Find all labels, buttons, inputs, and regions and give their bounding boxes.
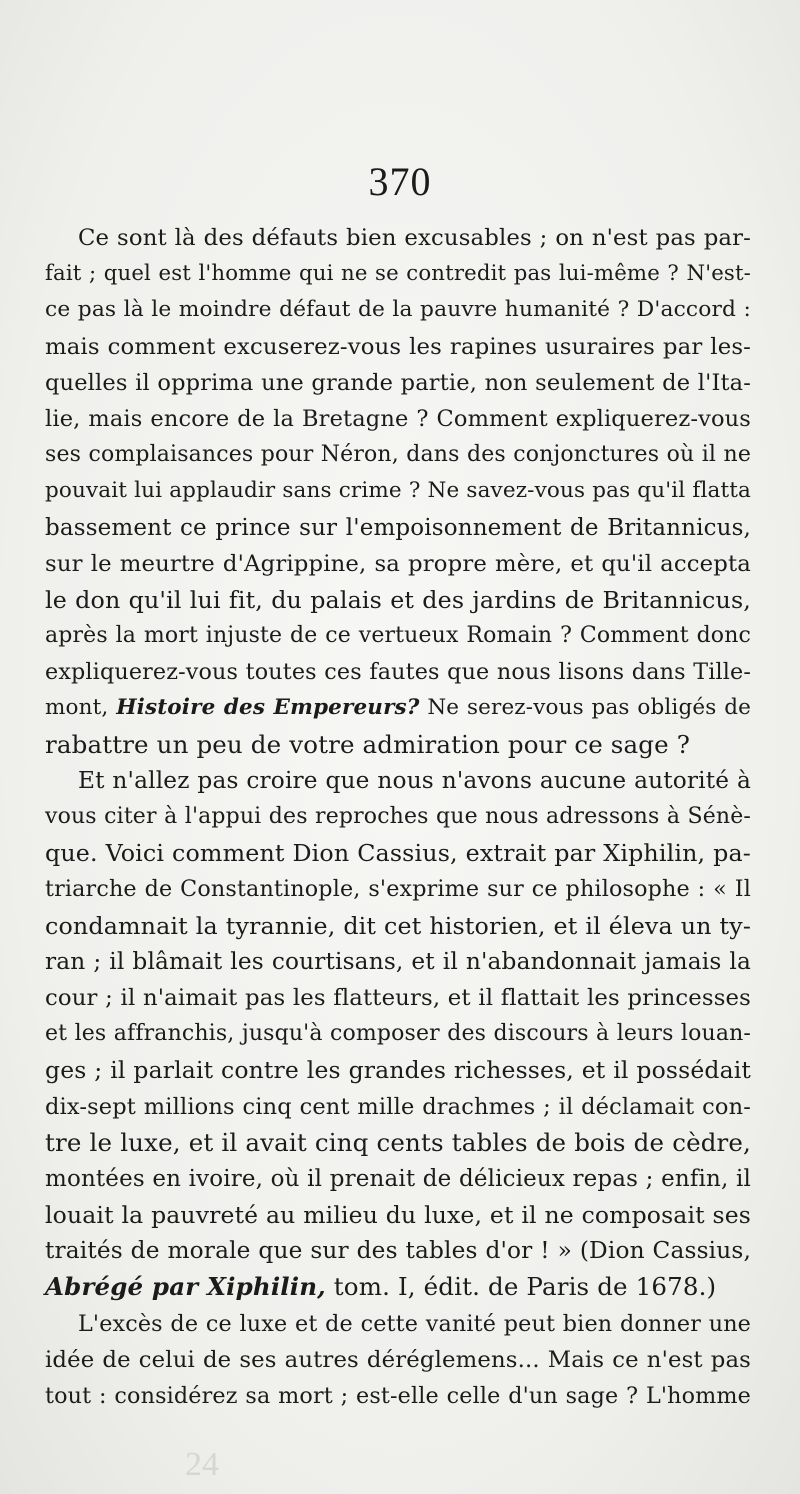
body-text: [45, 220, 751, 1414]
text-line: cour ; il n'aimait pas les flatteurs, et il flattait les princesses: [45, 984, 751, 1011]
text-line: que. Voici comment Dion Cassius, extrait par Xiphilin, pa-: [45, 839, 751, 868]
text-run: Ne serez-vous pas obligés de: [419, 695, 751, 721]
text-line: tre le luxe, et il avait cinq cents tables de bois de cèdre,: [45, 1127, 751, 1157]
text-line: triarche de Constantinople, s'exprime sur ce philosophe : « Il: [45, 876, 751, 903]
text-line: lie, mais encore de la Bretagne ? Comment expliquerez-vous: [45, 405, 751, 432]
citation-line: [45, 1269, 751, 1305]
book-title: Histoire des Empereurs?: [116, 695, 420, 721]
text-line: idée de celui de ses autres déréglemens... Mais ce n'est pas: [45, 1346, 751, 1373]
citation-details: tom. I, édit. de Paris de 1678.): [325, 1272, 717, 1302]
text-line: le don qu'il lui fit, du palais et des jardins de Britannicus,: [45, 585, 751, 614]
text-line: pouvait lui applaudir sans crime ? Ne savez-vous pas qu'il flatta: [45, 478, 751, 504]
text-line: louait la pauvreté au milieu du luxe, et il ne composait ses: [45, 1201, 751, 1230]
text-line: ges ; il parlait contre les grandes richesses, et il possédait: [45, 1056, 751, 1085]
text-line: ran ; il blâmait les courtisans, et il n'abandonnait jamais la: [45, 947, 751, 975]
text-line: ses complaisances pour Néron, dans des conjonctures où il ne: [45, 442, 751, 468]
text-line-with-title: [45, 690, 751, 726]
citation-source: Abrégé par Xiphilin,: [45, 1272, 326, 1302]
text-line: bassement ce prince sur l'empoisonnement de Britannicus,: [45, 514, 751, 541]
text-line: ce pas là le moindre défaut de la pauvre humanité ? D'accord :: [45, 297, 751, 323]
text-line: tout : considérez sa mort ; est-elle celle d'un sage ? L'homme: [45, 1383, 751, 1409]
text-line: dix-sept millions cinq cent mille drachmes ; il déclamait con-: [45, 1093, 751, 1120]
text-line: montées en ivoire, où il prenait de délicieux repas ; enfin, il: [45, 1165, 751, 1192]
page-number: 370: [368, 159, 432, 204]
text-line: L'excès de ce luxe et de cette vanité peut bien donner une: [78, 1310, 751, 1337]
text-line: après la mort injuste de ce vertueux Romain ? Comment donc: [45, 623, 751, 649]
text-line: sur le meurtre d'Agrippine, sa propre mère, et qu'il accepta: [45, 550, 751, 577]
text-line: traités de morale que sur des tables d'or ! » (Dion Cassius,: [45, 1237, 751, 1265]
text-line: Et n'allez pas croire que nous n'avons aucune autorité à: [78, 766, 751, 794]
text-line: fait ; quel est l'homme qui ne se contredit pas lui-même ? N'est-: [45, 261, 751, 287]
signature-mark: 24: [185, 1446, 219, 1483]
text-run: mont,: [45, 695, 117, 721]
text-line: expliquerez-vous toutes ces fautes que nous lisons dans Tille-: [45, 659, 751, 686]
text-line: vous citer à l'appui des reproches que nous adressons à Sénè-: [45, 804, 751, 829]
text-line: rabattre un peu de votre admiration pour ce sage ?: [45, 729, 690, 759]
text-line: Ce sont là des défauts bien excusables ; on n'est pas par-: [78, 225, 751, 251]
text-line: et les affranchis, jusqu'à composer des discours à leurs louan-: [45, 1021, 751, 1047]
text-line: condamnait la tyrannie, dit cet historien, et il éleva un ty-: [45, 911, 751, 940]
text-line: mais comment excuserez-vous les rapines usuraires par les-: [45, 333, 751, 360]
text-line: quelles il opprima une grande partie, non seulement de l'Ita-: [45, 369, 751, 396]
